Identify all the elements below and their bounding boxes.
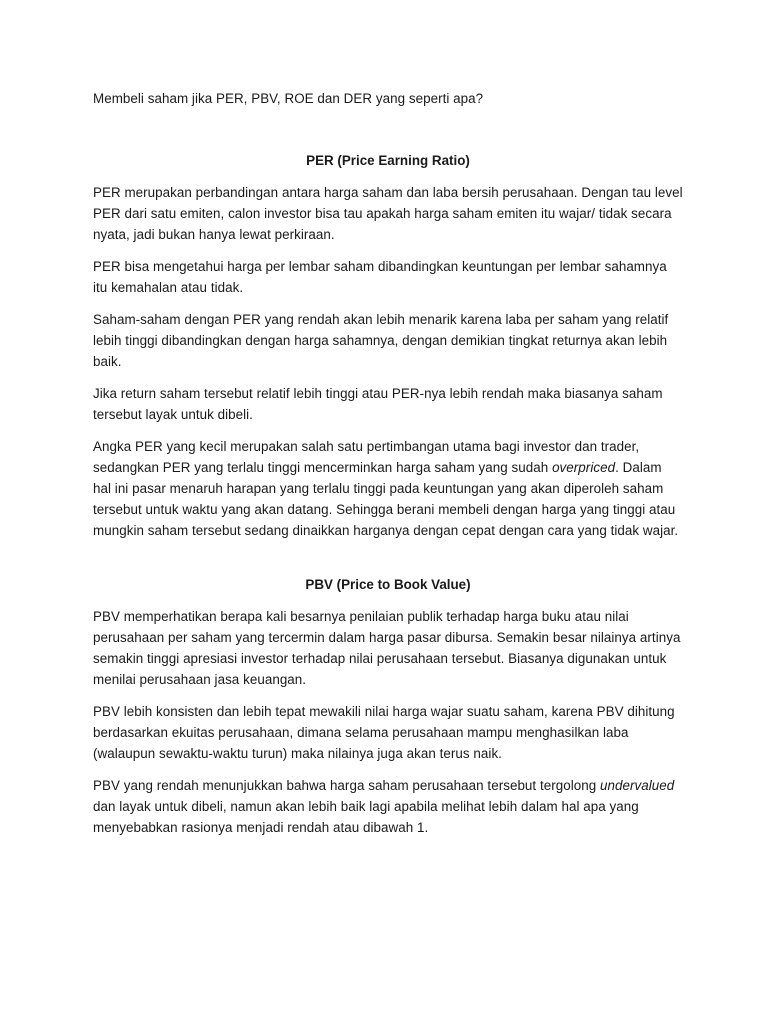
per-paragraph-1: PER merupakan perbandingan antara harga saham dan laba bersih perusahaan. Dengan tau level PER dari satu emiten, calon investor bisa tau apakah harga saham emiten itu wajar/ tidak secara nyata, jadi bukan hanya lewat perkiraan.: [93, 185, 683, 242]
pbv-paragraph-2: PBV lebih konsisten dan lebih tepat mewakili nilai harga wajar suatu saham, karena PBV dihitung berdasarkan ekuitas perusahaan, dimana selama perusahaan mampu menghasilkan laba (walaupun sewaktu-waktu turun) maka nilainya juga akan terus naik.: [93, 704, 675, 761]
document-title: Membeli saham jika PER, PBV, ROE dan DER yang seperti apa?: [93, 91, 484, 106]
per-paragraph-2: PER bisa mengetahui harga per lembar saham dibandingkan keuntungan per lembar sahamnya itu kemahalan atau tidak.: [93, 259, 667, 295]
per-paragraph-3: Saham-saham dengan PER yang rendah akan lebih menarik karena laba per saham yang relatif lebih tinggi dibandingkan dengan harga sahamnya, dengan demikian tingkat returnya akan lebih baik.: [93, 312, 669, 369]
pbv-section-heading: PBV (Price to Book Value): [305, 577, 471, 592]
per-paragraph-5-text-b: . Dalam hal ini pasar menaruh harapan yang terlalu tinggi pada keuntungan yang akan diperoleh saham tersebut untuk waktu yang akan datang. Sehingga berani membeli dengan harga yang tinggi atau mungkin saham tersebut sedang dinaikkan harganya dengan cepat dengan cara yang tidak wajar.: [93, 460, 679, 538]
pbv-paragraph-3-italic: undervalued: [600, 778, 675, 793]
document-body: [93, 88, 683, 838]
per-paragraph-5-italic: overpriced: [552, 460, 616, 475]
per-section-heading: PER (Price Earning Ratio): [306, 153, 470, 168]
pbv-paragraph-3-text-b: dan layak untuk dibeli, namun akan lebih baik lagi apabila melihat lebih dalam hal apa yang menyebabkan rasionya menjadi rendah atau dibawah 1.: [93, 799, 639, 835]
per-paragraph-5: [93, 436, 683, 541]
pbv-paragraph-1: PBV memperhatikan berapa kali besarnya penilaian publik terhadap harga buku atau nilai perusahaan per saham yang tercermin dalam harga pasar dibursa. Semakin besar nilainya artinya semakin tinggi apresiasi investor terhadap nilai perusahaan tersebut. Biasanya digunakan untuk menilai perusahaan jasa keuangan.: [93, 609, 681, 687]
per-paragraph-5-text-a: Angka PER yang kecil merupakan salah satu pertimbangan utama bagi investor dan trader, sedangkan PER yang terlalu tinggi mencerminkan harga saham yang sudah: [93, 439, 640, 475]
pbv-paragraph-3: [93, 775, 683, 838]
per-paragraph-4: Jika return saham tersebut relatif lebih tinggi atau PER-nya lebih rendah maka biasanya saham tersebut layak untuk dibeli.: [93, 386, 663, 422]
pbv-paragraph-3-text-a: PBV yang rendah menunjukkan bahwa harga saham perusahaan tersebut tergolong: [93, 778, 601, 793]
